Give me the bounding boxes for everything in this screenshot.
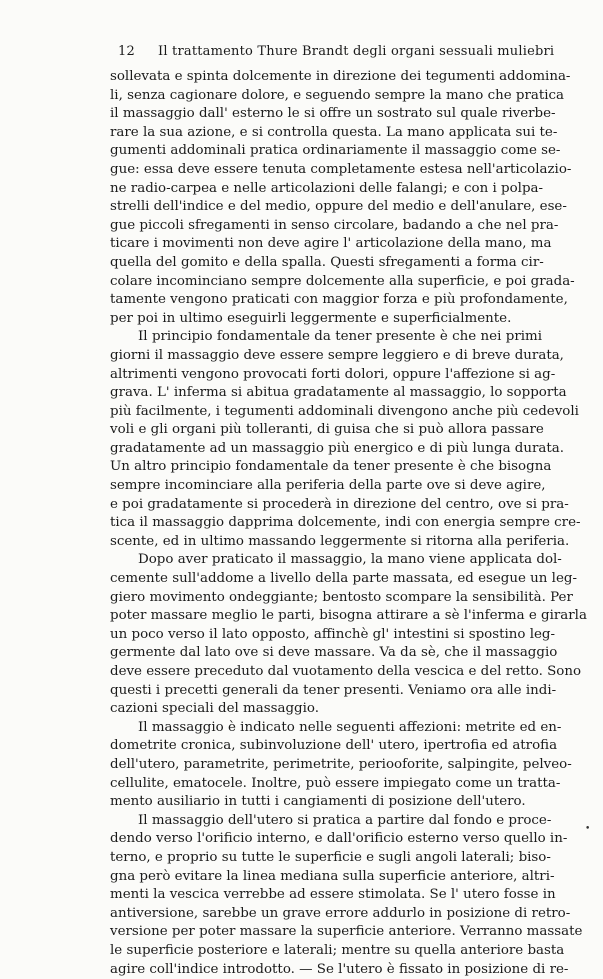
text-line: strelli dell'indice e del medio, oppure del medio e dell'anulare, ese- — [110, 198, 542, 217]
text-line: cellulite, ematocele. Inoltre, può essere impiegato come un tratta- — [110, 775, 542, 794]
text-line: gumenti addominali pratica ordinariamente il massaggio come se- — [110, 142, 542, 161]
text-line: un poco verso il lato opposto, affinchè gl' intestini si spostino leg- — [110, 626, 542, 645]
text-line: giero movimento ondeggiante; bentosto scompare la sensibilità. Per — [110, 589, 542, 608]
text-line: più facilmente, i tegumenti addominali divengono anche più cedevoli — [110, 403, 542, 422]
text-line: poter massare meglio le parti, bisogna attirare a sè l'inferma e girarla — [110, 607, 542, 626]
text-line: gradatamente ad un massaggio più energico e di più lunga durata. — [110, 440, 542, 459]
text-line: cemente sull'addome a livello della parte massata, ed esegue un leg- — [110, 570, 542, 589]
text-line: ne radio-carpea e nelle articolazioni delle falangi; e con i polpa- — [110, 180, 542, 199]
text-line: versione per poter massare la superficie anteriore. Verranno massate — [110, 923, 542, 942]
text-line: dell'utero, parametrite, perimetrite, periooforite, salpingite, pelveo- — [110, 756, 542, 775]
running-header — [118, 44, 518, 59]
text-line: le superficie posteriore e laterali; mentre su quella anteriore basta — [110, 942, 542, 961]
text-line: Il principio fondamentale da tener presente è che nei primi — [110, 328, 542, 347]
text-line: germente dal lato ove si deve massare. Va da sè, che il massaggio — [110, 644, 542, 663]
text-line: questi i precetti generali da tener presenti. Veniamo ora alle indi- — [110, 682, 542, 701]
text-line: colare incominciano sempre dolcemente alla superficie, e poi grada- — [110, 273, 542, 292]
text-line: sempre incominciare alla periferia della parte ove si deve agire, — [110, 477, 542, 496]
text-line: gue: essa deve essere tenuta completamente estesa nell'articolazio- — [110, 161, 542, 180]
margin-mark: • — [585, 824, 590, 834]
running-title: Il trattamento Thure Brandt degli organi sessuali muliebri — [158, 44, 554, 59]
text-line: Il massaggio è indicato nelle seguenti affezioni: metrite ed en- — [110, 719, 542, 738]
text-line: giorni il massaggio deve essere sempre leggiero e di breve durata, — [110, 347, 542, 366]
text-line: cazioni speciali del massaggio. — [110, 700, 542, 719]
text-line: voli e gli organi più tolleranti, di guisa che si può allora passare — [110, 421, 542, 440]
text-line: sollevata e spinta dolcemente in direzione dei tegumenti addomina- — [110, 68, 542, 87]
text-line: dometrite cronica, subinvoluzione dell' utero, ipertrofia ed atrofia — [110, 737, 542, 756]
text-line: Dopo aver praticato il massaggio, la mano viene applicata dol- — [110, 551, 542, 570]
text-line: scente, ed in ultimo massando leggermente si ritorna alla periferia. — [110, 533, 542, 552]
body-text — [110, 68, 542, 979]
text-line: altrimenti vengono provocati forti dolori, oppure l'affezione si ag- — [110, 366, 542, 385]
text-line: Un altro principio fondamentale da tener presente è che bisogna — [110, 458, 542, 477]
text-line: rare la sua azione, e si controlla questa. La mano applicata sui te- — [110, 124, 542, 143]
text-line: tica il massaggio dapprima dolcemente, indi con energia sempre cre- — [110, 514, 542, 533]
text-line: deve essere preceduto dal vuotamento della vescica e del retto. Sono — [110, 663, 542, 682]
text-line: il massaggio dall' esterno le si offre un sostrato sul quale riverbe- — [110, 105, 542, 124]
text-line: grava. L' inferma si abitua gradatamente al massaggio, lo sopporta — [110, 384, 542, 403]
text-line: gue piccoli sfregamenti in senso circolare, badando a che nel pra- — [110, 217, 542, 236]
paragraph — [110, 812, 542, 979]
text-line: tamente vengono praticati con maggior forza e più profondamente, — [110, 291, 542, 310]
text-line: agire coll'indice introdotto. — Se l'utero è fissato in posizione di re- — [110, 961, 542, 979]
text-line: mento ausiliario in tutti i cangiamenti di posizione dell'utero. — [110, 793, 542, 812]
page-number: 12 — [118, 44, 158, 59]
text-line: menti la vescica verrebbe ad essere stimolata. Se l' utero fosse in — [110, 886, 542, 905]
text-line: Il massaggio dell'utero si pratica a partire dal fondo e proce- — [110, 812, 542, 831]
text-line: per poi in ultimo eseguirli leggermente e superficialmente. — [110, 310, 542, 329]
paragraph — [110, 719, 542, 812]
text-line: dendo verso l'orificio interno, e dall'orificio esterno verso quello in- — [110, 830, 542, 849]
text-line: quella del gomito e della spalla. Questi sfregamenti a forma cir- — [110, 254, 542, 273]
text-line: terno, e proprio su tutte le superficie e sugli angoli laterali; biso- — [110, 849, 542, 868]
paragraph — [110, 551, 542, 718]
text-line: gna però evitare la linea mediana sulla superficie anteriore, altri- — [110, 868, 542, 887]
paragraph — [110, 68, 542, 328]
text-line: e poi gradatamente si procederà in direzione del centro, ove si pra- — [110, 496, 542, 515]
text-line: antiversione, sarebbe un grave errore addurlo in posizione di retro- — [110, 905, 542, 924]
paragraph — [110, 328, 542, 551]
text-line: ticare i movimenti non deve agire l' articolazione della mano, ma — [110, 235, 542, 254]
text-line: li, senza cagionare dolore, e seguendo sempre la mano che pratica — [110, 87, 542, 106]
